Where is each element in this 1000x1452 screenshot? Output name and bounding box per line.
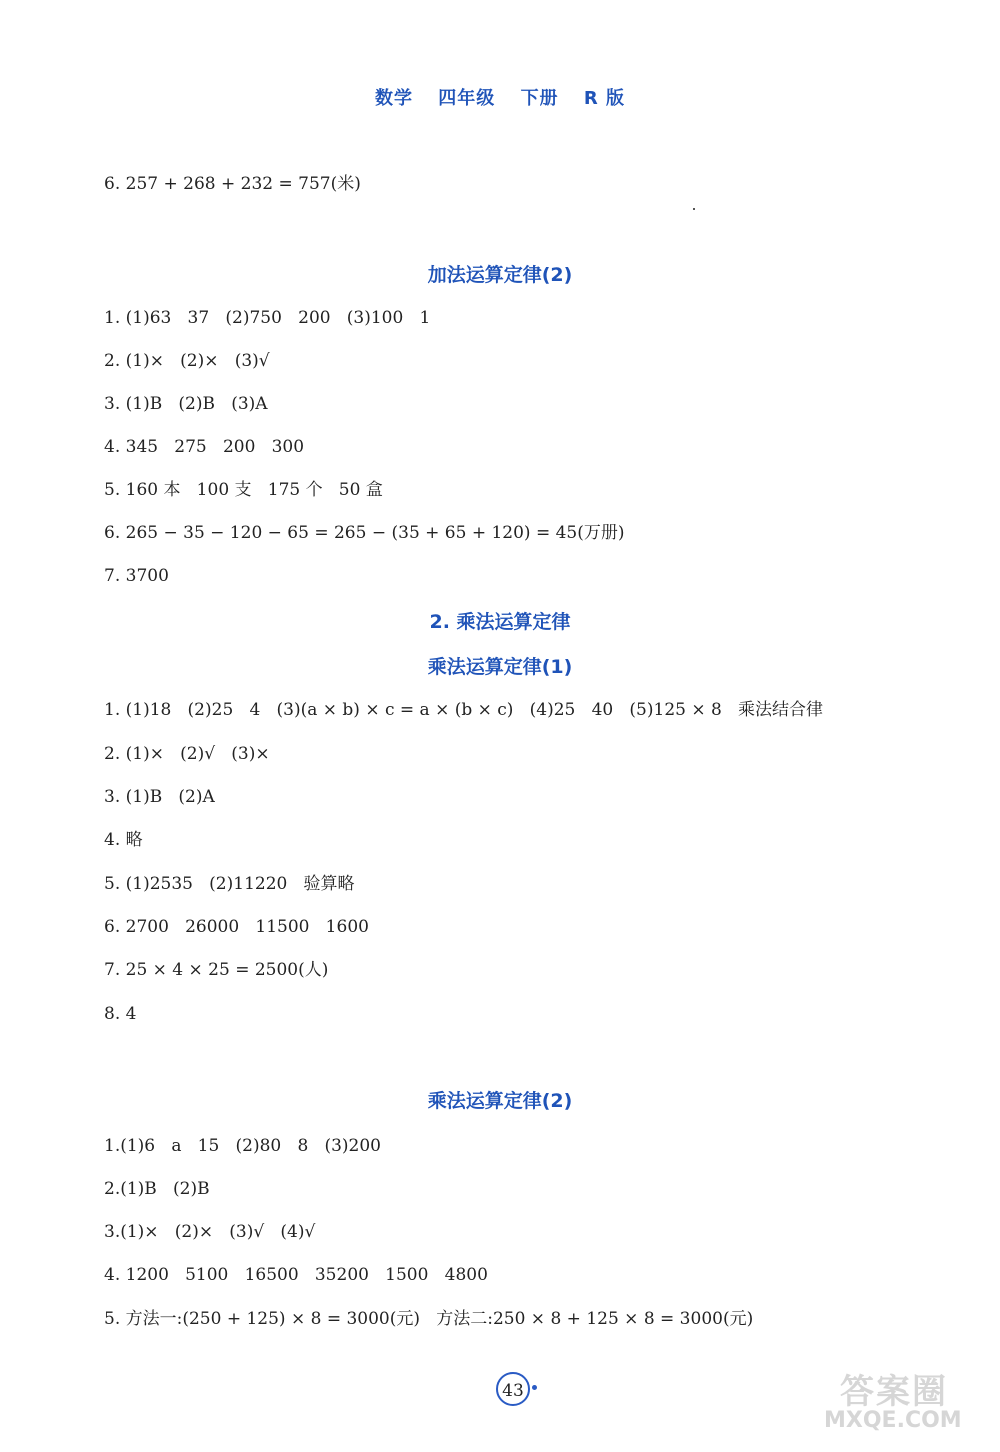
answer-line: 1. (1)18 (2)25 4 (3)(a × b) × c = a × (b × c) (4)25 40 (5)125 × 8 乘法结合律: [104, 700, 824, 720]
page-header: [0, 84, 1000, 110]
section-title: 加法运算定律(2): [427, 264, 573, 286]
header-edition: R 版: [583, 88, 625, 109]
answer-line: 6. 265 − 35 − 120 − 65 = 265 − (35 + 65 + 120) = 45(万册): [104, 523, 625, 543]
answer-line: 8. 4: [104, 1004, 137, 1024]
watermark: [818, 1364, 988, 1436]
answer-line: 2. (1)× (2)√ (3)×: [104, 744, 270, 764]
answer-line: 2. (1)× (2)× (3)√: [104, 351, 270, 371]
unit-title: 2. 乘法运算定律: [429, 611, 571, 633]
answer-line: 3.(1)× (2)× (3)√ (4)√: [104, 1222, 316, 1242]
answer-line: 5. 160 本 100 支 175 个 50 盒: [104, 480, 383, 500]
header-volume: 下册: [520, 88, 559, 109]
scan-speck: [693, 208, 695, 210]
answer-line: 7. 3700: [104, 566, 169, 586]
header-grade: 四年级: [438, 88, 496, 109]
answer-line: 1. (1)63 37 (2)750 200 (3)100 1: [104, 308, 431, 328]
watermark-url: MXQE.COM: [824, 1408, 962, 1433]
answer-line: 4. 345 275 200 300: [104, 437, 305, 457]
answer-line: 3. (1)B (2)B (3)A: [104, 394, 268, 414]
page-number-dot: [532, 1385, 537, 1390]
answer-line: 5. (1)2535 (2)11220 验算略: [104, 874, 355, 894]
answer-line: 5. 方法一:(250 + 125) × 8 = 3000(元) 方法二:250 × 8 + 125 × 8 = 3000(元): [104, 1309, 754, 1329]
header-subject: 数学: [375, 88, 413, 109]
page-number: 43: [496, 1372, 530, 1406]
answer-line: 2.(1)B (2)B: [104, 1179, 210, 1199]
answer-line: 6. 2700 26000 11500 1600: [104, 917, 369, 937]
answer-line: 7. 25 × 4 × 25 = 2500(人): [104, 960, 329, 980]
answer-line: 6. 257 + 268 + 232 = 757(米): [104, 174, 361, 194]
section-title: 乘法运算定律(1): [427, 656, 573, 678]
answer-line: 4. 1200 5100 16500 35200 1500 4800: [104, 1265, 488, 1285]
answer-line: 4. 略: [104, 830, 143, 850]
section-title: 乘法运算定律(2): [427, 1090, 573, 1112]
answer-line: 1.(1)6 a 15 (2)80 8 (3)200: [104, 1136, 381, 1156]
watermark-logo-text: 答案圈: [840, 1372, 948, 1412]
answer-line: 3. (1)B (2)A: [104, 787, 215, 807]
